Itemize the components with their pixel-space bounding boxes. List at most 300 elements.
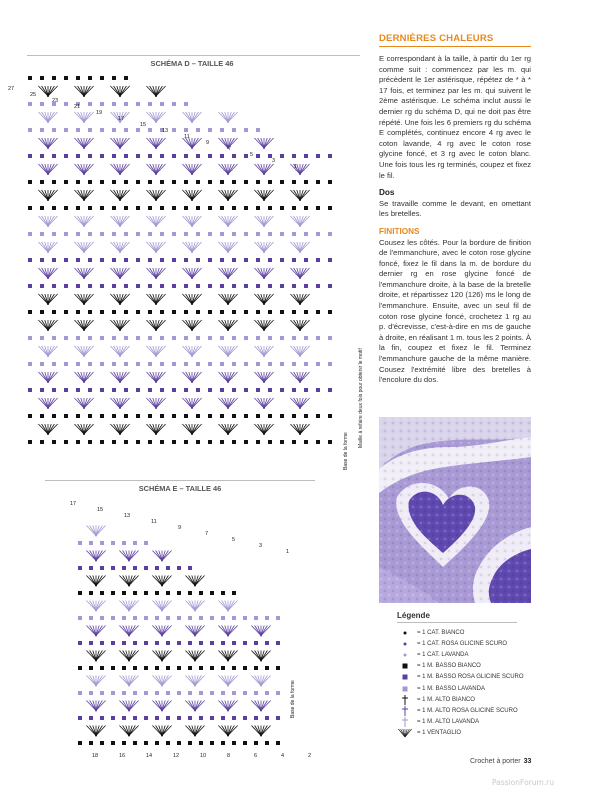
fan-stitch bbox=[218, 164, 237, 175]
stitch-square bbox=[166, 591, 170, 595]
stitch-square bbox=[144, 591, 148, 595]
stitch-square bbox=[136, 440, 140, 444]
stitch-square bbox=[122, 616, 126, 620]
stitch-square bbox=[210, 691, 214, 695]
fan-stitch bbox=[86, 651, 105, 662]
stitch-square bbox=[292, 440, 296, 444]
stitch-square bbox=[208, 310, 212, 314]
stitch-square bbox=[188, 591, 192, 595]
stitch-square bbox=[100, 232, 104, 236]
stitch-square bbox=[112, 414, 116, 418]
stitch-square bbox=[64, 284, 68, 288]
row-number: 7 bbox=[205, 531, 209, 537]
fan-stitch bbox=[146, 398, 165, 409]
stitch-square bbox=[316, 310, 320, 314]
stitch-square bbox=[88, 440, 92, 444]
stitch-square bbox=[221, 591, 225, 595]
stitch-square bbox=[244, 336, 248, 340]
fan-stitch bbox=[74, 164, 93, 175]
fan-stitch bbox=[119, 676, 138, 687]
stitch-square bbox=[100, 541, 104, 545]
stitch-square bbox=[196, 310, 200, 314]
fan-stitch bbox=[146, 190, 165, 201]
row-number: 12 bbox=[173, 753, 180, 759]
stitch-square bbox=[328, 310, 332, 314]
stitch-square bbox=[177, 641, 181, 645]
stitch-square bbox=[89, 666, 93, 670]
stitch-square bbox=[196, 232, 200, 236]
stitch-square bbox=[88, 180, 92, 184]
dot-purple-dark bbox=[397, 639, 413, 649]
fan-stitch bbox=[38, 242, 57, 253]
stitch-square bbox=[199, 741, 203, 745]
fan-stitch bbox=[38, 320, 57, 331]
stitch-square bbox=[172, 128, 176, 132]
stitch-square bbox=[111, 541, 115, 545]
stitch-square bbox=[40, 206, 44, 210]
stitch-square bbox=[304, 232, 308, 236]
stitch-square bbox=[28, 414, 32, 418]
stitch-square bbox=[100, 641, 104, 645]
stitch-square bbox=[210, 741, 214, 745]
stitch-square bbox=[28, 154, 32, 158]
fan-stitch bbox=[152, 651, 171, 662]
stitch-square bbox=[243, 616, 247, 620]
fan-stitch bbox=[290, 294, 309, 305]
fan-stitch bbox=[182, 424, 201, 435]
row-number: 17 bbox=[70, 501, 77, 507]
stitch-square bbox=[100, 128, 104, 132]
stitch-square bbox=[100, 591, 104, 595]
stitch-square bbox=[148, 414, 152, 418]
stitch-square bbox=[304, 258, 308, 262]
stitch-square bbox=[76, 336, 80, 340]
row-number: 23 bbox=[52, 98, 59, 104]
stitch-square bbox=[78, 666, 82, 670]
fan-stitch bbox=[146, 86, 165, 97]
stitch-square bbox=[40, 232, 44, 236]
legend-item-label: = 1 CAT. BIANCO bbox=[417, 629, 465, 636]
legend-item-label: = 1 CAT. ROSA GLICINE SCURO bbox=[417, 640, 508, 647]
stitch-square bbox=[160, 388, 164, 392]
dot-lavender bbox=[397, 650, 413, 660]
stitch-square bbox=[88, 76, 92, 80]
section-divider bbox=[379, 46, 531, 47]
stitch-square bbox=[100, 691, 104, 695]
fan-stitch bbox=[254, 242, 273, 253]
fan-stitch bbox=[74, 268, 93, 279]
fan-stitch bbox=[110, 138, 129, 149]
square-purple-dark bbox=[397, 672, 413, 682]
stitch-square bbox=[196, 154, 200, 158]
fan-stitch bbox=[110, 190, 129, 201]
stitch-square bbox=[177, 616, 181, 620]
fan-stitch bbox=[146, 372, 165, 383]
fan-stitch bbox=[251, 676, 270, 687]
stitch-square bbox=[177, 666, 181, 670]
stitch-square bbox=[199, 616, 203, 620]
stitch-square bbox=[64, 258, 68, 262]
stitch-square bbox=[112, 128, 116, 132]
finitions-paragraph: Cousez les côtés. Pour la bordure de finition de l'emmanchure, avec le coton rose glycine foncé, fixez le fil dans la m. de bordure du dernier rg en rose glycine foncé de l'emmanchure droite, à la base de la bretelle droite, et répartissez 120 (126) ms le long de l'emmanchure. Ensuite, avec un seul fil de coton rose glycine foncé, crochetez 1 rg au p. d'écrevisse, c'est-à-dire en ms de gauche à droite, en réalisant 1 m. tous les 2 points. À la fin, coupez et fixez le fil. Terminez l'emmanchure gauche de la même manière. Cousez l'extrémité libre des bretelles à l'encolure du dos. bbox=[379, 237, 531, 385]
row-number: 14 bbox=[146, 753, 153, 759]
stitch-square bbox=[184, 154, 188, 158]
stitch-square bbox=[328, 284, 332, 288]
stitch-square bbox=[221, 616, 225, 620]
stitch-square bbox=[199, 641, 203, 645]
fan-stitch bbox=[146, 424, 165, 435]
magazine-name: Crochet à porter bbox=[470, 758, 521, 765]
stitch-square bbox=[52, 76, 56, 80]
legend-item bbox=[397, 627, 537, 638]
fan-stitch bbox=[110, 372, 129, 383]
stitch-square bbox=[136, 284, 140, 288]
crochet-photo bbox=[379, 417, 531, 603]
fan-stitch bbox=[86, 626, 105, 637]
stitch-square bbox=[40, 284, 44, 288]
stitch-square bbox=[100, 102, 104, 106]
stitch-square bbox=[232, 284, 236, 288]
stitch-square bbox=[40, 336, 44, 340]
row-number: 11 bbox=[184, 134, 190, 140]
fan-stitch bbox=[110, 268, 129, 279]
fan-stitch bbox=[152, 626, 171, 637]
fan-stitch bbox=[185, 676, 204, 687]
schema-d-base-note: Base de la forme bbox=[343, 432, 349, 470]
stitch-square bbox=[155, 666, 159, 670]
stitch-square bbox=[124, 336, 128, 340]
stitch-square bbox=[64, 414, 68, 418]
stitch-square bbox=[148, 284, 152, 288]
stitch-square bbox=[268, 336, 272, 340]
stitch-square bbox=[280, 232, 284, 236]
schema-d-title: SCHÉMA D – TAILLE 46 bbox=[150, 59, 234, 68]
fan-stitch bbox=[290, 268, 309, 279]
stitch-square bbox=[328, 154, 332, 158]
fan-stitch bbox=[254, 372, 273, 383]
stitch-square bbox=[76, 206, 80, 210]
stitch-square bbox=[292, 180, 296, 184]
stitch-square bbox=[188, 641, 192, 645]
fan-stitch bbox=[38, 424, 57, 435]
stitch-square bbox=[124, 180, 128, 184]
stitch-square bbox=[28, 232, 32, 236]
stitch-square bbox=[148, 180, 152, 184]
fan-stitch bbox=[185, 701, 204, 712]
row-number: 18 bbox=[92, 753, 99, 759]
stitch-square bbox=[196, 180, 200, 184]
stitch-square bbox=[256, 154, 260, 158]
stitch-square bbox=[184, 206, 188, 210]
fan-stitch bbox=[146, 294, 165, 305]
stitch-square bbox=[28, 180, 32, 184]
stitch-square bbox=[256, 362, 260, 366]
cross-purple-dark bbox=[397, 706, 413, 716]
stitch-square bbox=[78, 641, 82, 645]
fan-stitch bbox=[38, 268, 57, 279]
stitch-square bbox=[243, 741, 247, 745]
stitch-square bbox=[76, 310, 80, 314]
stitch-square bbox=[100, 154, 104, 158]
stitch-square bbox=[188, 691, 192, 695]
stitch-square bbox=[184, 180, 188, 184]
fan-stitch bbox=[146, 216, 165, 227]
stitch-square bbox=[280, 258, 284, 262]
stitch-square bbox=[155, 616, 159, 620]
stitch-square bbox=[221, 741, 225, 745]
stitch-square bbox=[244, 414, 248, 418]
stitch-square bbox=[232, 180, 236, 184]
stitch-square bbox=[100, 666, 104, 670]
stitch-square bbox=[112, 336, 116, 340]
stitch-square bbox=[280, 336, 284, 340]
stitch-square bbox=[88, 128, 92, 132]
stitch-square bbox=[220, 154, 224, 158]
fan-stitch bbox=[110, 164, 129, 175]
stitch-square bbox=[111, 666, 115, 670]
fan-stitch bbox=[110, 216, 129, 227]
stitch-square bbox=[28, 310, 32, 314]
stitch-square bbox=[292, 232, 296, 236]
stitch-square bbox=[280, 388, 284, 392]
legend-item bbox=[397, 705, 537, 716]
stitch-square bbox=[188, 666, 192, 670]
stitch-square bbox=[88, 414, 92, 418]
stitch-square bbox=[52, 258, 56, 262]
row-number: 25 bbox=[30, 92, 37, 98]
stitch-square bbox=[28, 102, 32, 106]
fan-stitch bbox=[218, 726, 237, 737]
stitch-square bbox=[256, 284, 260, 288]
stitch-square bbox=[88, 362, 92, 366]
stitch-square bbox=[220, 180, 224, 184]
stitch-square bbox=[199, 716, 203, 720]
stitch-square bbox=[136, 414, 140, 418]
stitch-square bbox=[124, 388, 128, 392]
row-number: 16 bbox=[119, 753, 126, 759]
stitch-square bbox=[160, 440, 164, 444]
stitch-square bbox=[133, 716, 137, 720]
stitch-square bbox=[220, 284, 224, 288]
stitch-square bbox=[100, 440, 104, 444]
stitch-square bbox=[304, 388, 308, 392]
stitch-square bbox=[292, 414, 296, 418]
stitch-square bbox=[166, 741, 170, 745]
row-number: 1 bbox=[286, 549, 290, 555]
stitch-square bbox=[184, 388, 188, 392]
stitch-square bbox=[122, 716, 126, 720]
fan-stitch bbox=[218, 190, 237, 201]
stitch-square bbox=[160, 206, 164, 210]
fan-stitch bbox=[152, 551, 171, 562]
row-number: 7 bbox=[228, 146, 232, 152]
stitch-square bbox=[244, 128, 248, 132]
stitch-square bbox=[166, 566, 170, 570]
fan-stitch bbox=[254, 346, 273, 357]
stitch-square bbox=[52, 128, 56, 132]
stitch-square bbox=[316, 180, 320, 184]
stitch-square bbox=[208, 232, 212, 236]
stitch-square bbox=[136, 206, 140, 210]
fan-stitch bbox=[218, 346, 237, 357]
fan-stitch bbox=[74, 294, 93, 305]
stitch-square bbox=[100, 566, 104, 570]
stitch-square bbox=[28, 440, 32, 444]
page-number: 33 bbox=[523, 758, 532, 765]
fan-stitch bbox=[119, 626, 138, 637]
stitch-square bbox=[100, 336, 104, 340]
stitch-square bbox=[112, 310, 116, 314]
stitch-square bbox=[40, 362, 44, 366]
row-number: 19 bbox=[96, 110, 103, 116]
stitch-square bbox=[172, 232, 176, 236]
stitch-square bbox=[304, 414, 308, 418]
stitch-square bbox=[184, 336, 188, 340]
legend-item bbox=[397, 638, 537, 649]
fan-stitch bbox=[74, 112, 93, 123]
fan-stitch bbox=[218, 651, 237, 662]
stitch-square bbox=[244, 284, 248, 288]
stitch-square bbox=[155, 691, 159, 695]
row-number: 13 bbox=[162, 128, 169, 134]
stitch-square bbox=[160, 180, 164, 184]
fan-stitch bbox=[110, 86, 129, 97]
fan-stitch bbox=[218, 112, 237, 123]
watermark: PassionForum.ru bbox=[492, 778, 555, 787]
stitch-square bbox=[40, 180, 44, 184]
row-number: 10 bbox=[200, 753, 207, 759]
stitch-square bbox=[136, 128, 140, 132]
fan-stitch bbox=[146, 112, 165, 123]
fan-stitch bbox=[182, 164, 201, 175]
stitch-square bbox=[220, 414, 224, 418]
fan-stitch bbox=[119, 651, 138, 662]
fan-stitch bbox=[110, 398, 129, 409]
stitch-square bbox=[76, 180, 80, 184]
stitch-square bbox=[265, 641, 269, 645]
stitch-square bbox=[196, 440, 200, 444]
stitch-square bbox=[220, 362, 224, 366]
stitch-square bbox=[316, 414, 320, 418]
fan-stitch bbox=[290, 372, 309, 383]
stitch-square bbox=[220, 310, 224, 314]
stitch-square bbox=[148, 440, 152, 444]
stitch-square bbox=[76, 128, 80, 132]
stitch-square bbox=[232, 616, 236, 620]
stitch-square bbox=[89, 566, 93, 570]
stitch-square bbox=[100, 414, 104, 418]
stitch-square bbox=[76, 76, 80, 80]
finitions-heading: FINITIONS bbox=[379, 226, 420, 236]
stitch-square bbox=[112, 388, 116, 392]
stitch-square bbox=[155, 716, 159, 720]
stitch-square bbox=[124, 310, 128, 314]
fan-stitch bbox=[110, 346, 129, 357]
stitch-square bbox=[89, 741, 93, 745]
stitch-square bbox=[40, 102, 44, 106]
fan-stitch bbox=[254, 190, 273, 201]
stitch-square bbox=[304, 362, 308, 366]
stitch-square bbox=[265, 666, 269, 670]
stitch-square bbox=[172, 102, 176, 106]
legend-item bbox=[397, 694, 537, 705]
stitch-square bbox=[136, 232, 140, 236]
stitch-square bbox=[172, 362, 176, 366]
stitch-square bbox=[64, 206, 68, 210]
stitch-square bbox=[144, 716, 148, 720]
schema-d-side-note: Maille à refaire deux fois pour obtenir le motif bbox=[358, 348, 364, 448]
fan-stitch bbox=[182, 242, 201, 253]
stitch-square bbox=[88, 258, 92, 262]
stitch-square bbox=[100, 616, 104, 620]
fan-stitch bbox=[86, 551, 105, 562]
fan-stitch bbox=[185, 726, 204, 737]
stitch-square bbox=[89, 541, 93, 545]
stitch-square bbox=[188, 741, 192, 745]
fan-stitch bbox=[110, 320, 129, 331]
fan-stitch bbox=[152, 576, 171, 587]
stitch-square bbox=[210, 716, 214, 720]
stitch-square bbox=[172, 154, 176, 158]
stitch-square bbox=[148, 154, 152, 158]
stitch-square bbox=[177, 716, 181, 720]
stitch-square bbox=[316, 154, 320, 158]
stitch-square bbox=[148, 206, 152, 210]
fan-stitch bbox=[119, 601, 138, 612]
stitch-square bbox=[172, 414, 176, 418]
stitch-square bbox=[232, 641, 236, 645]
fan-stitch bbox=[182, 190, 201, 201]
stitch-square bbox=[89, 691, 93, 695]
stitch-square bbox=[112, 258, 116, 262]
stitch-square bbox=[89, 616, 93, 620]
stitch-square bbox=[100, 741, 104, 745]
fan-stitch bbox=[290, 398, 309, 409]
fan-stitch bbox=[74, 86, 93, 97]
stitch-square bbox=[232, 232, 236, 236]
stitch-square bbox=[304, 440, 308, 444]
stitch-square bbox=[155, 741, 159, 745]
stitch-square bbox=[89, 641, 93, 645]
fan-stitch bbox=[74, 190, 93, 201]
stitch-square bbox=[100, 180, 104, 184]
stitch-square bbox=[148, 388, 152, 392]
fan-stitch bbox=[218, 294, 237, 305]
schema-e-title: SCHÉMA E – TAILLE 46 bbox=[138, 484, 222, 493]
fan-stitch bbox=[218, 372, 237, 383]
fan-stitch bbox=[74, 398, 93, 409]
stitch-square bbox=[112, 284, 116, 288]
stitch-square bbox=[122, 741, 126, 745]
stitch-square bbox=[243, 666, 247, 670]
stitch-square bbox=[160, 102, 164, 106]
stitch-square bbox=[276, 741, 280, 745]
stitch-square bbox=[184, 128, 188, 132]
stitch-square bbox=[89, 716, 93, 720]
dot-white bbox=[397, 628, 413, 638]
fan-stitch bbox=[146, 320, 165, 331]
fan-stitch bbox=[38, 164, 57, 175]
fan-stitch bbox=[254, 216, 273, 227]
fan-stitch bbox=[86, 526, 105, 537]
stitch-square bbox=[268, 284, 272, 288]
stitch-square bbox=[196, 414, 200, 418]
stitch-square bbox=[100, 76, 104, 80]
stitch-square bbox=[184, 284, 188, 288]
stitch-square bbox=[254, 741, 258, 745]
stitch-square bbox=[265, 716, 269, 720]
stitch-square bbox=[232, 206, 236, 210]
